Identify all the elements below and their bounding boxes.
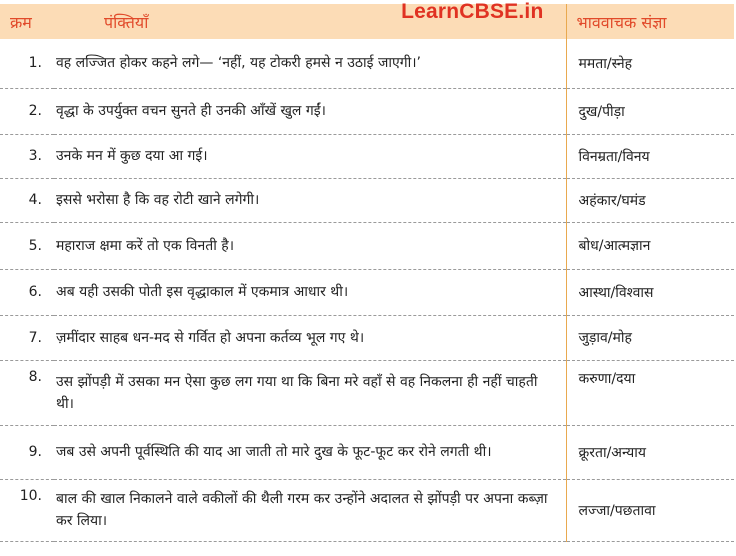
header-sentence: पंक्तियाँ	[104, 12, 149, 32]
row-sentence: अब यही उसकी पोती इस वृद्धाकाल में एकमात्र आधार थी।	[54, 269, 566, 315]
table-row	[0, 315, 734, 360]
table-row	[0, 134, 734, 178]
row-sentence: महाराज क्षमा करें तो एक विनती है।	[54, 222, 566, 269]
row-sentence: बाल की खाल निकालने वाले वकीलों की थैली गरम कर उन्होंने अदालत से झोंपड़ी पर अपना कब्ज़ा कर लिया।	[54, 479, 566, 541]
row-number: 8.	[0, 360, 54, 425]
row-number: 9.	[0, 425, 54, 479]
row-answer: विनम्रता/विनय	[566, 134, 734, 178]
table-row	[0, 360, 734, 425]
row-answer: दुख/पीड़ा	[566, 88, 734, 134]
table-row	[0, 178, 734, 222]
header-sentence-cell	[54, 0, 566, 39]
table-row	[0, 88, 734, 134]
header-serial: क्रम	[10, 12, 32, 32]
row-answer: बोध/आत्मज्ञान	[566, 222, 734, 269]
row-number: 10.	[0, 479, 54, 541]
row-answer: जुड़ाव/मोह	[566, 315, 734, 360]
row-number: 6.	[0, 269, 54, 315]
row-number: 2.	[0, 88, 54, 134]
row-answer: अहंकार/घमंड	[566, 178, 734, 222]
table-row	[0, 269, 734, 315]
row-number: 7.	[0, 315, 54, 360]
row-sentence: जब उसे अपनी पूर्वस्थिति की याद आ जाती तो मारे दुख के फूट-फूट कर रोने लगती थी।	[54, 425, 566, 479]
row-sentence: उस झोंपड़ी में उसका मन ऐसा कुछ लग गया था कि बिना मरे वहाँ से वह निकलना ही नहीं चाहती थी।	[54, 360, 566, 425]
row-sentence: इससे भरोसा है कि वह रोटी खाने लगेगी।	[54, 178, 566, 222]
row-sentence: वह लज्जित होकर कहने लगे— ‘नहीं, यह टोकरी हमसे न उठाई जाएगी।’	[54, 39, 566, 88]
row-sentence: उनके मन में कुछ दया आ गई।	[54, 134, 566, 178]
table-row	[0, 39, 734, 88]
table-header-row	[0, 4, 734, 39]
table-row	[0, 222, 734, 269]
row-sentence: ज़मींदार साहब धन-मद से गर्वित हो अपना कर्तव्य भूल गए थे।	[54, 315, 566, 360]
row-answer: ममता/स्नेह	[566, 39, 734, 88]
table-row	[0, 425, 734, 479]
row-answer: आस्था/विश्वास	[566, 269, 734, 315]
learncbse-logo: LearnCBSE.in	[401, 0, 544, 23]
row-number: 1.	[0, 39, 54, 88]
row-answer: करुणा/दया	[566, 360, 734, 425]
table-row	[0, 479, 734, 541]
row-number: 3.	[0, 134, 54, 178]
row-answer: क्रूरता/अन्याय	[566, 425, 734, 479]
row-sentence: वृद्धा के उपर्युक्त वचन सुनते ही उनकी आँखें खुल गईं।	[54, 88, 566, 134]
row-number: 4.	[0, 178, 54, 222]
header-abstract-noun: भाववाचक संज्ञा	[566, 4, 734, 39]
row-answer: लज्जा/पछतावा	[566, 479, 734, 541]
row-number: 5.	[0, 222, 54, 269]
